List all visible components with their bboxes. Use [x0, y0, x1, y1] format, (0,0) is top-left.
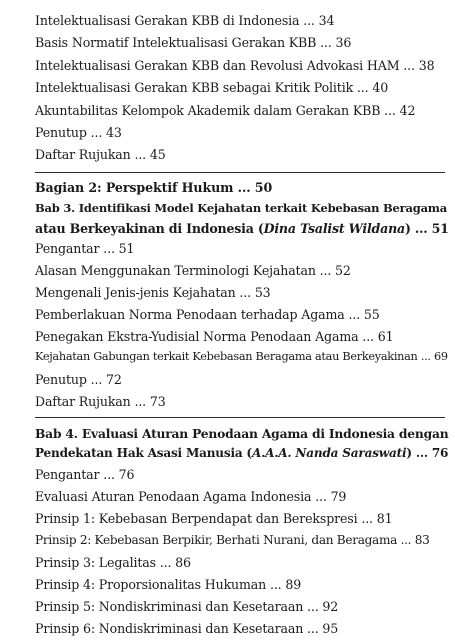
chapter-title-suffix: ) ... 51: [404, 220, 449, 236]
chapter-title-cont: [35, 221, 449, 236]
section-divider: [35, 417, 445, 418]
toc-entry: Akuntabilitas Kelompok Akademik dalam Gerakan KBB ... 42: [35, 103, 416, 119]
toc-entry: Evaluasi Aturan Penodaan Agama Indonesia ... 79: [35, 488, 347, 504]
toc-entry: Kejahatan Gabungan terkait Kebebasan Beragama atau Berkeyakinan ... 69: [35, 350, 448, 364]
toc-entry: Prinsip 3: Legalitas ... 86: [35, 554, 191, 570]
chapter-author: A.A.A. Nanda Saraswati: [251, 445, 407, 460]
toc-entry: Prinsip 5: Nondiskriminasi dan Kesetaraan ... 92: [35, 598, 339, 614]
section-divider: [35, 172, 445, 173]
toc-entry: Penutup ... 43: [35, 125, 122, 141]
toc-entry: Penegakan Ekstra-Yudisial Norma Penodaan Agama ... 61: [35, 328, 394, 344]
toc-entry: Prinsip 2: Kebebasan Berpikir, Berhati Nurani, dan Beragama ... 83: [35, 532, 430, 547]
toc-entry: Mengenali Jenis-jenis Kejahatan ... 53: [35, 284, 271, 300]
toc-entry: Pengantar ... 76: [35, 466, 135, 482]
toc-entry: Pemberlakuan Norma Penodaan terhadap Agama ... 55: [35, 306, 380, 322]
toc-entry: Prinsip 4: Proporsionalitas Hukuman ... 89: [35, 576, 302, 592]
part-title: Bagian 2: Perspektif Hukum ... 50: [35, 179, 273, 195]
toc-entry: Alasan Menggunakan Terminologi Kejahatan ... 52: [35, 262, 351, 278]
chapter-title: Bab 4. Evaluasi Aturan Penodaan Agama di Indonesia dengan: [35, 425, 449, 441]
chapter-title-prefix: Pendekatan Hak Asasi Manusia (: [35, 445, 252, 460]
toc-entry: Basis Normatif Intelektualisasi Gerakan KBB ... 36: [35, 35, 352, 51]
toc-entry: Daftar Rujukan ... 73: [35, 394, 166, 410]
chapter-author: Dina Tsalist Wildana: [263, 220, 405, 236]
chapter-title-cont: [35, 446, 448, 460]
chapter-title-suffix: ) ... 76: [406, 445, 449, 460]
toc-entry: Prinsip 1: Kebebasan Berpendapat dan Berekspresi ... 81: [35, 510, 393, 526]
toc-entry: Prinsip 6: Nondiskriminasi dan Kesetaraan ... 95: [35, 620, 339, 636]
toc-entry: Intelektualisasi Gerakan KBB sebagai Kritik Politik ... 40: [35, 80, 389, 96]
chapter-title: Bab 3. Identifikasi Model Kejahatan terkait Kebebasan Beragama: [35, 200, 448, 215]
toc-entry: Intelektualisasi Gerakan KBB di Indonesia ... 34: [35, 13, 335, 29]
toc-entry: Intelektualisasi Gerakan KBB dan Revolusi Advokasi HAM ... 38: [35, 58, 435, 74]
toc-entry: Daftar Rujukan ... 45: [35, 147, 166, 163]
toc-entry: Pengantar ... 51: [35, 240, 135, 256]
toc-entry: Penutup ... 72: [35, 372, 122, 388]
chapter-title-prefix: atau Berkeyakinan di Indonesia (: [35, 220, 264, 236]
